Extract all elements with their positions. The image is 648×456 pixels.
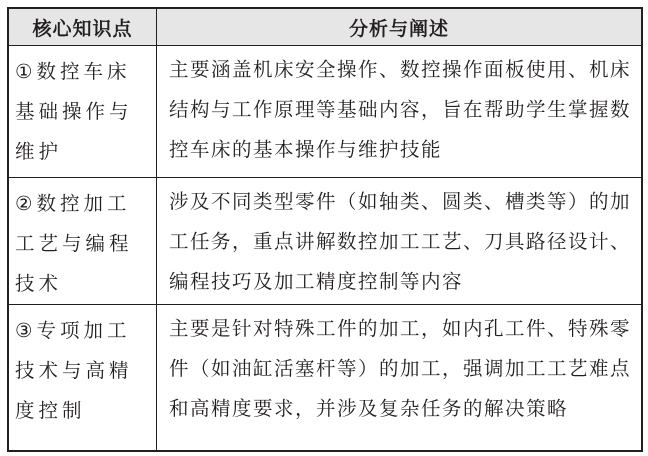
knowledge-table [7,7,643,452]
table-row [9,45,641,177]
table-header-row [9,9,641,45]
table-row [9,304,641,450]
analysis-cell: 主要涵盖机床安全操作、数控操作面板使用、机床结构与工作原理等基础内容，旨在帮助学生掌握数控车床的基本操作与维护技能 [169,58,632,161]
header-analysis: 分析与阐述 [348,17,449,40]
header-key-points: 核心知识点 [9,9,157,45]
table-row [9,177,641,304]
key-point-cell: ②数控加工工艺与编程技术 [15,192,133,295]
analysis-cell: 涉及不同类型零件（如轴类、圆类、槽类等）的加工任务，重点讲解数控加工工艺、刀具路径设计、编程技巧及加工精度控制等内容 [169,190,632,293]
key-point-cell: ①数控车床基础操作与维护 [15,60,133,163]
key-point-cell: ③专项加工技术与高精度控制 [15,319,133,422]
analysis-cell: 主要是针对特殊工件的加工，如内孔工件、特殊零件（如油缸活塞杆等）的加工，强调加工工艺难点和高精度要求，并涉及复杂任务的解决策略 [169,317,632,420]
